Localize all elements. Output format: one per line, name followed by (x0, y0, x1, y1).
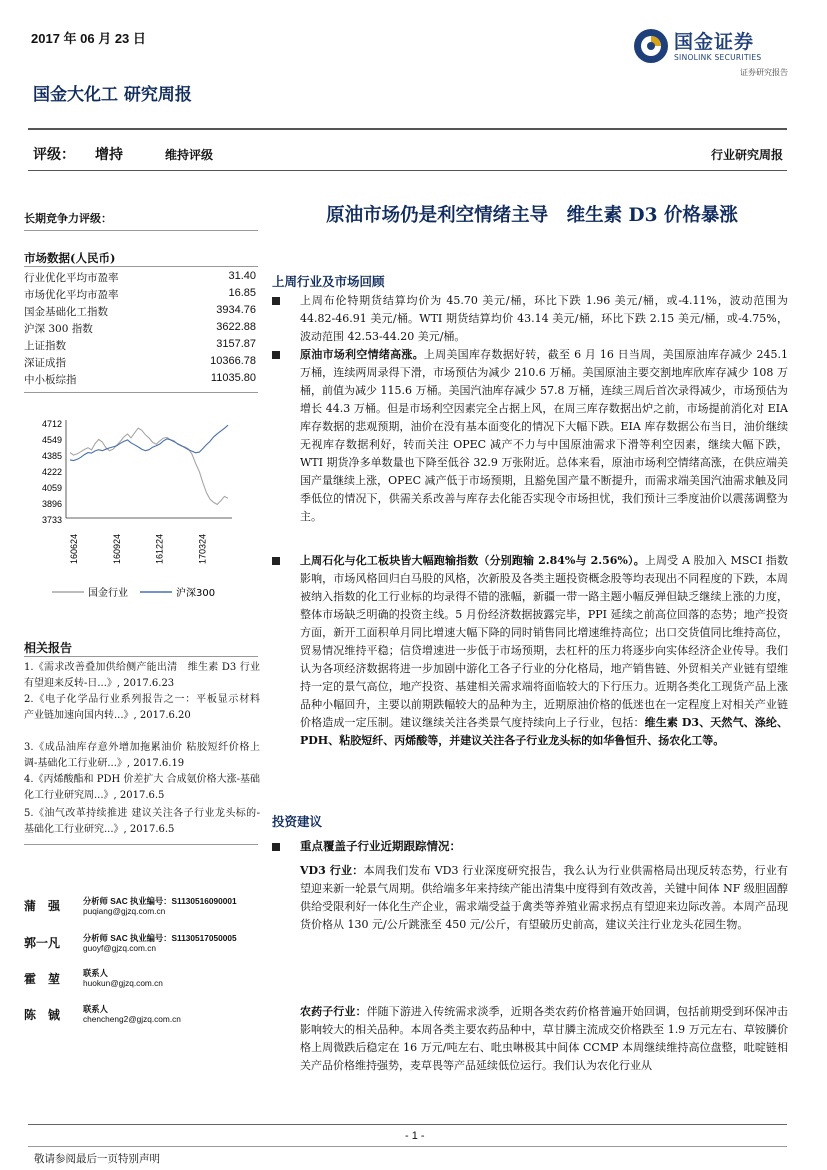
y-tick-label: 4222 (41, 467, 62, 478)
footer-divider (28, 1124, 787, 1125)
rating-divider (28, 170, 787, 171)
analyst-info (83, 968, 163, 988)
analyst-role: 分析师 SAC 执业编号：S1130517050005 (83, 933, 237, 943)
paragraph-oil-market (300, 346, 788, 526)
series-line-hs300 (70, 425, 228, 460)
headline: 原油市场仍是利空情绪主导 维生素 D3 价格暴涨 (326, 205, 738, 226)
paragraph-sector-performance (300, 552, 788, 750)
market-data-value: 3622.88 (216, 321, 256, 333)
market-data-row (24, 287, 256, 302)
market-data-row (24, 270, 256, 285)
market-data-row (24, 338, 256, 353)
market-data-row (24, 304, 256, 319)
market-data-label: 市场优化平均市盈率 (24, 289, 119, 301)
paragraph-oil-price: 上周布伦特期货结算均价为 45.70 美元/桶，环比下跌 1.96 美元/桶，或-4.11%，波动范围为 44.82-46.91 美元/桶。WTI 期货结算均价 43.14 美元/桶，环比下跌 2.15 美元/桶，或-4.75%，波动范围 42.53-44.20 美元/桶。 (300, 294, 788, 343)
market-data-value: 3157.87 (216, 338, 256, 350)
market-data-label: 沪深 300 指数 (24, 323, 93, 335)
section-title-review: 上周行业及市场回顾 (272, 274, 385, 289)
rating-label: 评级： (33, 147, 75, 163)
paragraph-lead: 上周石化与化工板块皆大幅跑输指数（分别跑输 2.84%与 2.56%）。 (300, 554, 645, 567)
market-data-label: 中小板综指 (24, 374, 77, 386)
document-type: 行业研究周报 (710, 148, 783, 162)
footer-divider-bottom (28, 1146, 787, 1147)
focus-label: 重点覆盖子行业近期跟踪情况： (300, 839, 461, 853)
market-data-value: 31.40 (228, 270, 256, 282)
logo-emblem-icon (632, 27, 670, 65)
analyst-email[interactable]: chencheng2@gjzq.com.cn (83, 1014, 181, 1024)
paragraph-body: 伴随下游进入传统需求淡季，近期各类农药价格普遍开始回调，包括前期受到环保冲击影响较大的相关品种。本周各类主要农药品种中，草甘膦主流成交价格跌至 1.9 万元左右、草铵膦价格上周微跌后稳定在 16 万元/吨左右、吡虫啉极其中间体 CCMP 本周继续维持高位盘整，吡啶链相关产品价格维持强势，麦草畏等产品延续低位运行。我们认为农化行业从 (300, 1005, 789, 1072)
bullet-square-icon (272, 351, 280, 359)
paragraph-vd3 (300, 862, 788, 934)
y-tick-label: 4385 (41, 451, 62, 462)
paragraph-lead: 农药子行业： (300, 1005, 367, 1018)
report-date: 2017 年 06 月 23 日 (31, 31, 146, 46)
logo-subtitle: 证券研究报告 (740, 68, 788, 77)
analyst-info (83, 896, 237, 916)
company-logo (632, 25, 792, 77)
market-data-label: 深证成指 (24, 357, 66, 369)
market-data-row (24, 372, 256, 387)
market-data-row (24, 321, 256, 336)
report-series-title: 国金大化工 研究周报 (33, 85, 192, 105)
analyst-email[interactable]: puqiang@gjzq.com.cn (83, 906, 166, 916)
market-data-label: 上证指数 (24, 340, 66, 352)
analyst-email[interactable]: huokun@gjzq.com.cn (83, 978, 163, 988)
market-data-label: 国金基础化工指数 (24, 306, 108, 318)
x-tick-label: 161224 (154, 533, 165, 564)
analyst-name: 蒲 强 (24, 899, 61, 913)
related-report-item[interactable]: 4.《丙烯酸酯和 PDH 价差扩大 合成氨价格大涨-基础化工行业研究周...》, 2017.6.5 (24, 774, 260, 801)
market-data-divider (24, 266, 258, 267)
section-title-investment: 投资建议 (272, 814, 323, 829)
analyst-email[interactable]: guoyf@gjzq.com.cn (83, 943, 156, 953)
market-data-label: 行业优化平均市盈率 (24, 272, 119, 284)
y-tick-label: 4712 (41, 419, 62, 429)
market-data-value: 10366.78 (210, 355, 256, 367)
y-tick-label: 3896 (41, 499, 62, 510)
logo-english-name: SINOLINK SECURITIES (674, 53, 762, 62)
paragraph-recommendation: 维生素 D3、天然气、涤纶、PDH、粘胶短纤、丙烯酸等，并建议关注各子行业龙头标的如华鲁恒升、扬农化工等。 (300, 716, 789, 747)
disclaimer: 敬请参阅最后一页特别声明 (34, 1153, 160, 1165)
market-data-value: 11035.80 (210, 372, 256, 384)
related-report-item[interactable]: 1.《需求改善叠加供给侧产能出清 维生素 D3 行业有望迎来反转-日...》, 2017.6.23 (24, 662, 260, 689)
bullet-square-icon (272, 557, 280, 565)
page-number: - 1 - (405, 1130, 425, 1142)
market-data-title: 市场数据(人民币) (24, 251, 116, 265)
logo-name: 国金证券 (674, 31, 755, 53)
market-data-value: 16.85 (228, 287, 256, 299)
y-tick-label: 4549 (41, 434, 62, 445)
x-tick-label: 160924 (111, 533, 122, 564)
legend-label-hs300: 沪深300 (176, 588, 216, 599)
series-line-industry (70, 428, 228, 504)
x-tick-label: 160624 (69, 533, 79, 564)
paragraph-body: 本周我们发布 VD3 行业深度研究报告，我么认为行业供需格局出现反转态势，行业有望迎来新一轮景气周期。供给端多年来持续产能出清集中度得到有效改善，关键中间体 NF 级胆固醇供给受限利好一体化生产企业，需求端受益于禽类等养殖业需求拐点有望迎来边际改善。本周产品现货价格从 130 元/公斤跳涨至 450 元/公斤，有望破历史前高，建议关注行业龙头花园生物。 (300, 864, 788, 931)
related-report-item[interactable]: 5.《油气改革持续推进 建议关注各子行业龙头标的-基础化工行业研究...》, 2017.6.5 (24, 808, 260, 835)
rating-action: 维持评级 (165, 148, 214, 162)
legend-label-industry: 国金行业 (88, 588, 128, 599)
analyst-info (83, 1004, 181, 1024)
rating-value: 增持 (95, 147, 123, 163)
related-report-item[interactable]: 2.《电子化学品行业系列报告之一：平板显示材料 产业链加速向国内转...》, 2017.6.20 (24, 694, 270, 721)
analyst-name: 霍 堃 (24, 972, 61, 986)
y-tick-label: 3733 (41, 515, 62, 525)
header-divider (28, 128, 787, 130)
paragraph-lead: VD3 行业： (300, 864, 364, 877)
sidebar-divider (24, 230, 258, 231)
related-divider (24, 656, 258, 657)
bullet-square-icon (272, 843, 280, 851)
analyst-name: 郭一凡 (24, 936, 61, 950)
related-report-item[interactable]: 3.《成品油库存意外增加拖累油价 粘胶短纤价格上调-基础化工行业研...》, 2017.6.19 (24, 742, 260, 769)
market-data-value: 3934.76 (216, 304, 256, 316)
paragraph-body: 上周美国库存数据好转，截至 6 月 16 日当周，美国原油库存减少 245.1 万桶，连续两周录得下滑，市场预估为减少 210.6 万桶。美国原油主要交割地库欣库存减少 108 万桶，前值为减少 115.6 万桶。美国汽油库存减少 57.8 万桶，连续三周后首次录得减少，市场预估为增长 44.3 万桶。但是市场利空因素完全占据上风，在周三库存数据出炉之前，市场提前消化对 EIA 库存数据的悲观预期，油价在没有基本面变化的情况下大幅下跌。EIA 库存数据公布当日，油价继续无视库存数据利好，转而关注 OPEC 减产不力与中国原油需求下滑等利空因素，继续大幅下跌，WTI 期货净多单数量也下降至低谷 32.9 万张附近。总体来看，原油市场利空情绪高涨，在供应端美国产量继续上涨，OPEC 减产低于市场预期，且豁免国产量不断提升，而需求端美国汽油需求触及同季低位的情况下，供需关系改善与库存去化能否实现令市场担忧，我们预计三季度油价以震荡调整为主。 (300, 348, 789, 523)
bullet-square-icon (272, 297, 280, 305)
analyst-role: 联系人 (83, 968, 108, 978)
index-comparison-chart (22, 410, 258, 610)
long-term-rating-label: 长期竞争力评级： (24, 212, 112, 225)
x-tick-label: 170324 (197, 533, 208, 564)
paragraph-body: 上周受 A 股加入 MSCI 指数影响，市场风格回归白马股的风格，次新股及各类主题投资概念股等均表现出不同程度的下跌，本周被纳入指数的化工行业标的均录得不错的涨幅，新疆一带一路主题小幅反弹但缺乏继续上涨的力度，整体市场缺乏明确的投资主线。5 月份经济数据披露完毕，PPI 延续之前高位回落的态势；地产投资方面，新开工面积单月同比增速大幅下降的同时销售同比增速维持高位；出口交货值同比维持高位，贸易情况维持平稳；信贷增速进一步低于市场预期，去杠杆的压力将逐步向实体经济企业传导。我们认为各项经济数据将进一步加剧中游化工各子行业的分化格局，地产销售链、外贸相关产业链有望维持一定的景气高位，地产投资、基建相关需求端将面临较大的下行压力。近期各类化工现货产品上涨品种小幅回升，主要以前期跌幅较大的品种为主，近期原油价格的低迷也在一定程度上对相关产业链价格造成一定压制。建议继续关注各类景气度持续向上子行业，包括： (300, 554, 788, 729)
analyst-role: 分析师 SAC 执业编号：S1130516090001 (83, 896, 237, 906)
analyst-divider (24, 844, 258, 845)
market-data-bottom-divider (24, 392, 258, 393)
y-tick-label: 4059 (41, 483, 62, 494)
market-data-row (24, 355, 256, 370)
paragraph-pesticide (300, 1003, 788, 1075)
related-reports-title: 相关报告 (24, 641, 73, 655)
analyst-info (83, 933, 237, 953)
analyst-name: 陈 铖 (24, 1008, 61, 1022)
analyst-role: 联系人 (83, 1004, 108, 1014)
paragraph-lead: 原油市场利空情绪高涨。 (300, 348, 424, 361)
